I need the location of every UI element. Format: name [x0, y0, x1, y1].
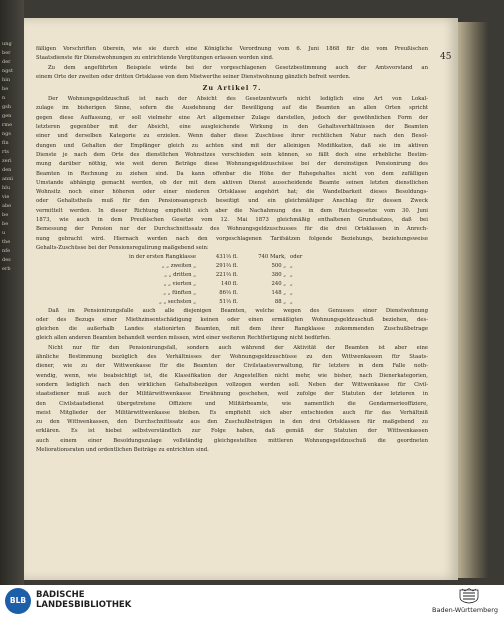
text-line: sondern lediglich nach den wirklichen Gehaltsbezügen vollzogen werden soll. Neben der Wittwenkasse für Civil- — [36, 381, 428, 388]
blb-logo[interactable]: BLB — [5, 588, 31, 614]
page-number: 45 — [440, 52, 452, 62]
text-line: vermittelt werden. In dieser Richtung empfiehlt sich aber die Nachahmung des in dem Reichsgesetze vom 30. Juni — [36, 207, 428, 214]
text-line: zulage im bisherigen Sinne, sofern die Ausdehnung der Bewilligung auf die Beamten an allen Orten spricht — [36, 105, 428, 112]
text-line: diener, wie zu der Wittwenkasse für die Beamten der Civilstaatsverwaltung, für letztere in dem Falle noth- — [36, 363, 428, 370]
text-line: Wohnsitz noch einer höheren oder einer niederen Ortsklasse angehört hat; die Wandelbarkeit dieses Besoldungs- — [36, 189, 428, 196]
text-line: fälligen Vorschriften überein, wie sie durch eine Königliche Verordnung vom 6. Juni 1868 für die vom Preußischen — [36, 46, 428, 52]
text-line: meist Mitglieder der Militärwittwenkasse bleiben. Es empfiehlt sich aber entschieden auch für das Verhältniß — [36, 409, 428, 416]
amount-gulden: 221⅔ fl. — [215, 272, 238, 279]
text-line: oder des Bezugs einer Miethzinsentschädigung keinen oder einen ermäßigten Wohnungsgeldzuschuß beziehen, des- — [36, 316, 428, 323]
amount-mark: 500 „ — [271, 263, 286, 270]
text-line: gleich allen anderen Beamten behandelt werden müssen, wird einer weiteren Rechtfertigung nicht bedürfen. — [36, 335, 331, 342]
text-line: Der Wohnungsgeldzuschuß ist nach der Absicht des Gesetzentwurfs nicht lediglich eine Art von Lokal- — [48, 96, 428, 103]
state-name: Baden-Württemberg — [432, 606, 498, 614]
amount-gulden: 431⅓ fl. — [215, 254, 238, 261]
conjunction: oder — [290, 254, 303, 261]
text-line: Daß im Pensionirungsfalle auch alle diejenigen Beamten, welche wegen des Genusses einer Dienstwohnung — [48, 307, 428, 314]
text-line: wendig, wenn, wie beabsichtigt ist, die Klassifikation der Angestellten nicht mehr, wie bisher, nach Dienerkategorien, — [36, 372, 428, 379]
text-line: Beamten in Rechnung zu ziehen sind. Da kann offenbar die Höhe der Ruhegehaltes nicht von dem zufälligen — [36, 170, 428, 177]
rate-table-row — [36, 271, 428, 280]
library-name[interactable] — [36, 590, 131, 610]
rank-class-label: „ „ vierten „ — [163, 280, 196, 287]
text-line: letzteren gegenüber mit der Absicht, eine ausgleichende Wirkung in den Gehaltsverhältnissen der Beamten — [36, 124, 428, 131]
rank-class-label: „ „ zweiten „ — [161, 263, 196, 270]
rate-table-row — [36, 298, 428, 307]
baden-wuerttemberg-crest-icon — [458, 588, 480, 604]
text-line: Meliorationsraten und ordentlichen Beiträge zu entrichten sind. — [36, 447, 209, 454]
amount-mark: 740 Mark, — [258, 254, 286, 261]
section-heading: Zu Artikel 7. — [202, 84, 262, 93]
amount-gulden: 51⅓ fl. — [219, 298, 238, 305]
text-line: 1873, wie auch in dem Preußischen Gesetze vom 12. Mai 1873 gleichmäßig enthaltenen Grundsatzes, daß bei — [36, 217, 428, 224]
page-text-body — [36, 45, 428, 455]
facing-page-strip — [0, 0, 24, 585]
viewer-footer — [0, 585, 504, 617]
facing-page-margin-text: ung ber der ngst hin be n gsh gen rme ngs fin rts zeri den anni hlu vie abe be be u the nfe des erb — [2, 41, 14, 272]
text-line: dungen und Gehalten der Empfänger gleich zu achten sind mit der alleinigen Modifikation, daß sie im aktiven — [36, 142, 428, 149]
text-line: auch einem einer Besoldungszulage vollständig gleichgestellten mittleren Wohnungsgeldzuschuß die geordneten — [36, 437, 428, 444]
amount-gulden: 291⅔ fl. — [215, 263, 238, 270]
text-line: Gehalts-Zuschüsse bei der Pensionsregulirung maßgebend sein: — [36, 244, 209, 251]
rank-class-label: „ „ fünften „ — [163, 289, 196, 296]
text-line: zu den Wittwenkassen, den Durchschnittssatz aus den Zuschußbeträgen in den drei Ortsklassen für maßgebend zu — [36, 419, 428, 426]
text-line: Nicht nur für den Pensionirungsfall, sondern auch während der Aktivität der Beamten ist aber eine — [48, 344, 428, 351]
text-line: Bemessung der Pension nur der Durchschnittssatz des Wohnungsgeldzuschusses für die drei Ortsklassen in Anrech- — [36, 226, 428, 233]
library-name-line1: BADISCHE — [36, 590, 85, 600]
rate-table — [36, 253, 428, 306]
text-line: staatsdiener muß auch der Militärwittwenkasse Erwähnung geschehen, weil zufolge der Statuten der letzteren in — [36, 391, 428, 398]
text-line: oder Gehaltstheils muß für den Pensionsanspruch beseitigt und ein gleichmäßiger Anschlag für dessen Zweck — [36, 198, 428, 205]
rank-class-label: „ „ sechsten „ — [159, 298, 196, 305]
text-line: einer und derselben Kategorie zu erzielen. Wenn daher diese Zuschüsse ihrer rechtlichen Natur nach den Besol- — [36, 133, 428, 140]
text-line: nung gebracht wird. Hiernach werden nach den vorgeschlagenen Tarifsätzen folgende Beziehungs, beziehungsweise — [36, 235, 428, 242]
amount-mark: 240 „ — [271, 280, 286, 287]
rank-class-label: in der ersten Rangklasse — [129, 254, 196, 261]
amount-gulden: 140 fl. — [220, 280, 238, 287]
amount-mark: 88 „ — [274, 298, 286, 305]
rate-table-row — [36, 280, 428, 289]
text-line: den Civilstaatsdienst übergetretene Offiziere und Militärbeamte, wie namentlich die Gendarmerieoffiziere, — [36, 400, 428, 407]
rate-table-row — [36, 289, 428, 298]
amount-gulden: 86⅓ fl. — [219, 289, 238, 296]
conjunction: „ — [290, 272, 293, 279]
text-line: Dienste je nach dem Orte des dienstlichen Wohnsitzes verschieden sein können, so fällt doch eine erhebliche Bestim- — [36, 151, 428, 158]
text-line: Zu dem angeführten Beispiele würde bei der vorgeschlagenen Gesetzbestimmung auch der Amtsvorstand an — [48, 64, 428, 71]
text-line: Staatsdienste für Dienstwohnungen zu entrichtende Vergütungen erlassen worden sind. — [36, 55, 274, 62]
conjunction: „ — [290, 298, 293, 305]
page-edge-shadow — [458, 22, 488, 578]
rate-table-row — [36, 253, 428, 262]
amount-mark: 380 „ — [271, 272, 286, 279]
conjunction: „ — [290, 263, 293, 270]
conjunction: „ — [290, 280, 293, 287]
amount-mark: 148 „ — [271, 289, 286, 296]
text-line: gegen diese Auffassung, er soll vielmehr eine Art allgemeiner Zulage darstellen, jedoch der gewöhnlichen Form der — [36, 114, 428, 121]
text-line: ähnliche Bestimmung bezüglich des Verhältnisses der Wohnungsgeldzuschüsse zu den Wittwenkassen für Staats- — [36, 354, 428, 361]
text-line: gleichen die außerhalb Landes stationirten Beamten, mit dem ihrer Rangklasse zukommenden Zuschußbetrage — [36, 326, 428, 333]
conjunction: „ — [290, 289, 293, 296]
rate-table-row — [36, 262, 428, 271]
rank-class-label: „ „ dritten „ — [164, 272, 196, 279]
text-line: mung darüber nöthig, wie weit deren Beträge diese Wohnungsgeldzuschüsse bei der dereinstigen Pensionirung des — [36, 161, 428, 168]
text-line: einem Orte der zweiten oder dritten Ortsklasse von dem Mietwerthe seiner Dienstwohnung gänzlich befreit werden. — [36, 73, 351, 80]
text-line: Umstande abhängig gemacht werden, ob der mit dem aktiven Dienst ausscheidende Beamte seinen letzten dienstlichen — [36, 179, 428, 186]
text-line: erklären. Es ist hiebei selbstverständlich zur Folge haben, daß gemäß der Statuten der Wittwenkassen — [36, 428, 428, 435]
library-name-line2: LANDESBIBLIOTHEK — [36, 600, 132, 610]
